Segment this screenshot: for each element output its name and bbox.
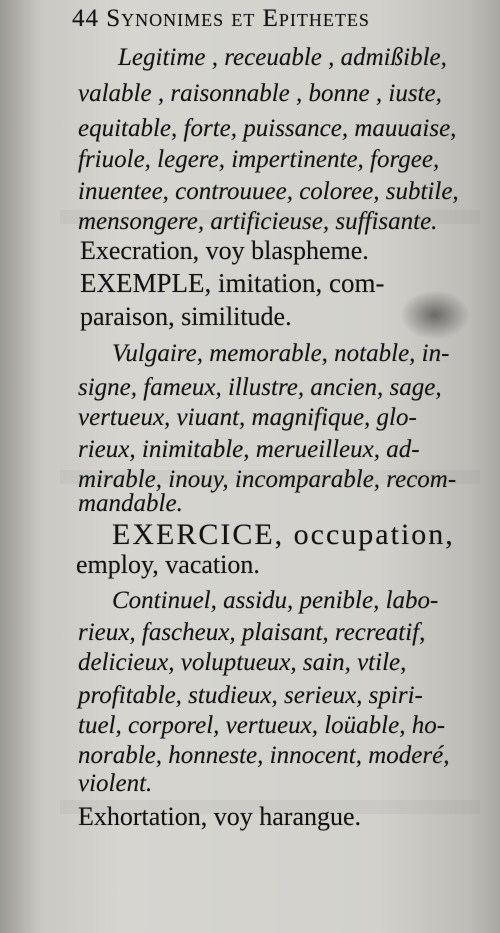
text-line: violent.: [78, 770, 153, 797]
text-line: inuentee, controuuee, coloree, subtile,: [78, 178, 459, 205]
text-line: delicieux, voluptueux, sain, vtile,: [78, 649, 407, 676]
running-header: 44 Synonimes et Epithetes: [72, 5, 370, 32]
entry-line: Execration, voy blaspheme.: [80, 236, 369, 265]
text-line: signe, fameux, illustre, ancien, sage,: [78, 374, 442, 401]
text-line: equitable, forte, puissance, mauuaise,: [78, 115, 457, 142]
text-line: Vulgaire, memorable, notable, in-: [112, 340, 450, 367]
text-line: vertueux, viuant, magnifique, glo-: [78, 404, 417, 431]
entry-line: Exhortation, voy harangue.: [78, 802, 362, 831]
text-line: mensongere, artificieuse, suffisante.: [78, 208, 438, 235]
text-line: friuole, legere, impertinente, forgee,: [78, 146, 440, 173]
text-line: employ, vacation.: [76, 550, 260, 579]
text-line: tuel, corporel, vertueux, loüable, ho-: [78, 712, 446, 739]
text-line: profitable, studieux, serieux, spiri-: [78, 682, 423, 709]
text-line: paraison, similitude.: [80, 302, 292, 331]
text-line: norable, honneste, innocent, moderé,: [78, 742, 450, 769]
text-line: mandable.: [78, 490, 183, 517]
text-line: rieux, fascheux, plaisant, recreatif,: [78, 619, 426, 646]
text-line: mirable, inouy, incomparable, recom-: [78, 466, 457, 493]
text-line: Continuel, assidu, penible, labo-: [112, 587, 439, 614]
entry-heading: EXEMPLE, imitation, com-: [80, 268, 385, 298]
entry-heading: EXERCICE, occupation,: [112, 518, 455, 551]
text-line: Legitime , receuable , admißible,: [118, 44, 447, 71]
text-line: valable , raisonnable , bonne , iuste,: [78, 80, 442, 107]
text-line: rieux, inimitable, merueilleux, ad-: [78, 436, 420, 463]
